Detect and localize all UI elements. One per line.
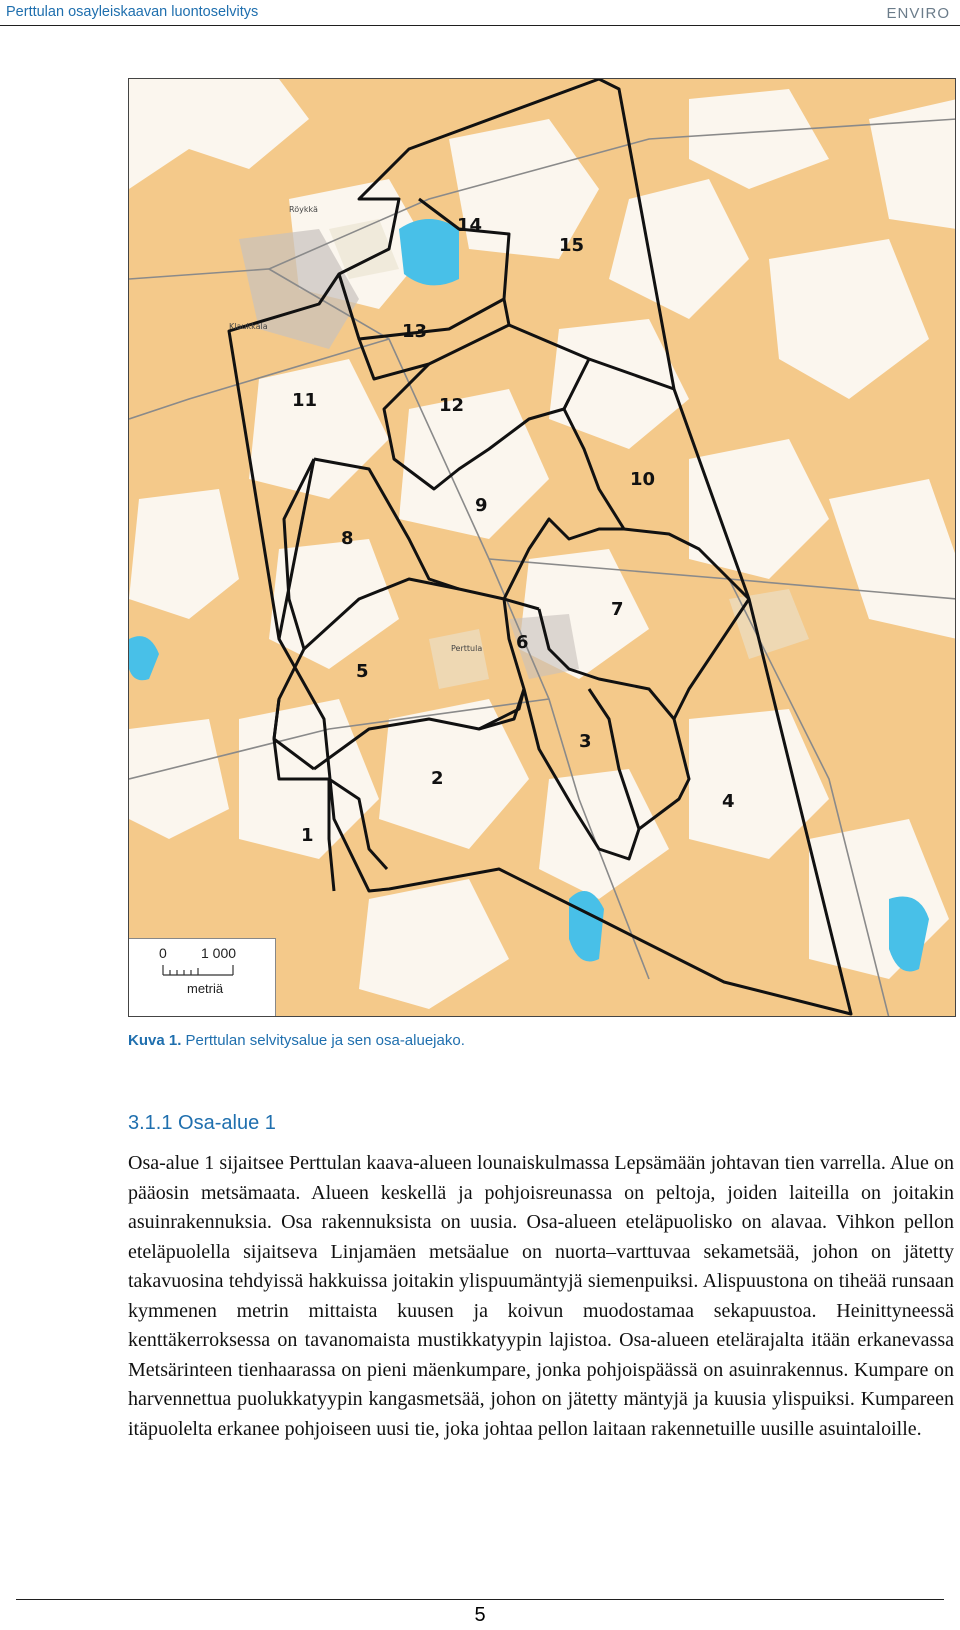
area-label-2: 2: [431, 768, 444, 789]
area-label-3: 3: [579, 731, 592, 752]
area-label-7: 7: [611, 599, 624, 620]
section-heading: 3.1.1 Osa-alue 1: [128, 1112, 276, 1134]
scale-end-label: 1 000: [201, 945, 237, 961]
area-label-10: 10: [630, 469, 656, 490]
figure-caption: [128, 1032, 465, 1049]
place-label-perttula: Perttula: [451, 644, 483, 653]
scale-ruler: [129, 939, 275, 1016]
area-label-9: 9: [475, 495, 488, 516]
caption-text: Perttulan selvitysalue ja sen osa-aluejako.: [185, 1032, 465, 1049]
caption-label: Kuva 1.: [128, 1032, 182, 1049]
lake-north: [399, 219, 459, 285]
section-paragraph: Osa-alue 1 sijaitsee Perttulan kaava-alueen lounaiskulmassa Lepsämään johtavan tien varrella. Alue on pääosin metsämaata. Alueen keskellä ja pohjoisreunassa on peltoja, joiden laiteilla on joitakin asuinrakennuksia. Osa rakennuksista on uusia. Osa-alueen eteläpuolisko on alavaa. Vihkon pellon eteläpuolella sijaitseva Linjamäen metsäalue on nuorta–varttuvaa sekametsää, johon on jätetty takavuosina tehdyissä hakkuissa joitakin ylispuumäntyjä siemenpuiksi. Alispuustona on tiheää runsaan kymmenen metrin mittaista kuusen ja koivun muodostamaa sekapuustoa. Heinittyneessä kenttäkerroksessa on tavanomaista mustikkatyypin lajistoa. Osa-alueen etelärajalta itään erkanevassa Metsärinteen tienhaarassa on pieni mäenkumpare, jonka pohjoispäässä on asuinrakennus. Kumpare on harvennettua puolukkatyypin kangasmetsää, johon on jätetty mäntyjä ja kuusia ylispuiksi. Kumpareen itäpuolelta erkanee pohjoiseen uusi tie, joka johtaa pellon laitaan rakennetuille uusille asuintaloille.: [128, 1152, 954, 1440]
area-label-12: 12: [439, 395, 465, 416]
area-label-4: 4: [722, 791, 735, 812]
page-number: 5: [474, 1604, 486, 1626]
header-rule: [0, 25, 960, 26]
area-label-6: 6: [516, 632, 529, 653]
area-label-11: 11: [292, 390, 318, 411]
study-area-map: [128, 78, 956, 1017]
place-label-klaukkala: Klaukkala: [229, 322, 268, 331]
scale-unit-label: metriä: [187, 981, 224, 996]
area-label-15: 15: [559, 235, 585, 256]
area-label-8: 8: [341, 528, 354, 549]
area-label-1: 1: [301, 825, 314, 846]
map-graphic: [129, 79, 956, 1017]
area-label-13: 13: [402, 321, 428, 342]
area-label-5: 5: [356, 661, 369, 682]
footer-rule: [16, 1599, 944, 1600]
page-header: [0, 0, 960, 28]
area-label-14: 14: [457, 215, 483, 236]
place-label-roykka: Röykkä: [289, 205, 318, 214]
document-title: Perttulan osayleiskaavan luontoselvitys: [6, 4, 259, 20]
enviro-logo: ENVIRO: [886, 5, 950, 22]
scale-bar: [129, 938, 276, 1016]
scale-start-label: 0: [159, 945, 167, 961]
